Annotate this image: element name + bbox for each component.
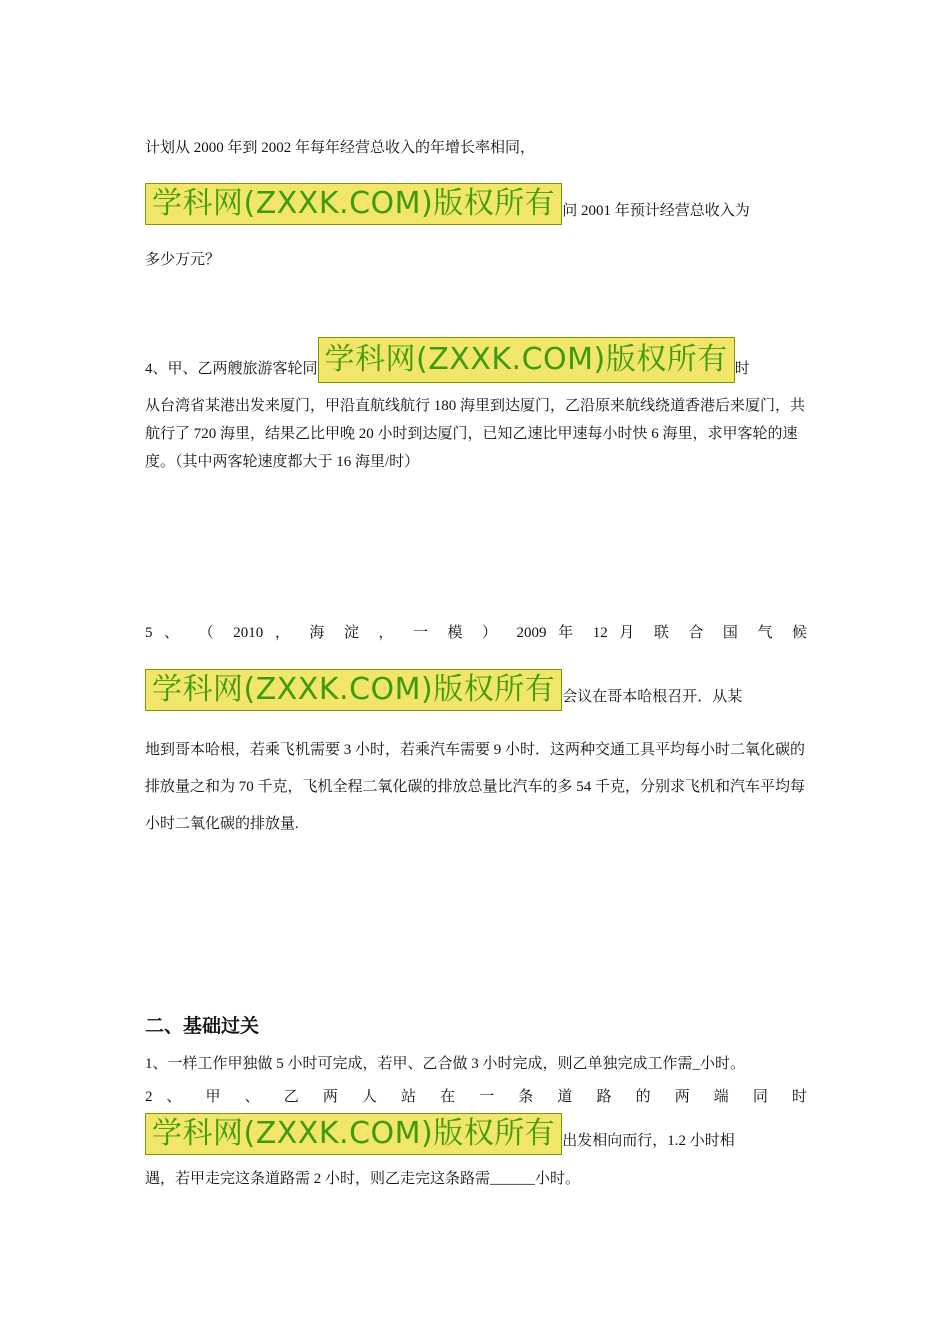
watermark-banner: 学科网(ZXXK.COM)版权所有 bbox=[145, 1113, 562, 1155]
section-heading: 二、基础过关 bbox=[145, 1015, 260, 1037]
q3-watermark-line bbox=[145, 183, 807, 225]
q4-first-line bbox=[145, 337, 807, 383]
watermark-banner: 学科网(ZXXK.COM)版权所有 bbox=[145, 183, 562, 225]
q4-suffix: 时 bbox=[734, 361, 750, 377]
q3-line-2: 问 2001 年预计经营总收入为 bbox=[562, 203, 750, 219]
q5-watermark-line bbox=[145, 669, 807, 711]
watermark-banner: 学科网(ZXXK.COM)版权所有 bbox=[145, 669, 562, 711]
q5-line-1: 5 、 （ 2010 ， 海 淀 ， 一 模 ） 2009 年 12 月 联 合 国 气 候 bbox=[145, 625, 807, 641]
s2-item-2-line-1: 2 、 甲 、 乙 两 人 站 在 一 条 道 路 的 两 端 同 时 bbox=[145, 1089, 807, 1105]
q4-prefix: 4、甲、乙两艘旅游客轮同 bbox=[145, 361, 318, 377]
q3-line-1: 计划从 2000 年到 2002 年每年经营总收入的年增长率相同， bbox=[145, 140, 536, 156]
q3-line-3: 多少万元？ bbox=[145, 252, 221, 268]
s2-item-2-line-2: 出发相向而行，1.2 小时相 bbox=[562, 1133, 735, 1149]
s2-item-2-watermark-line bbox=[145, 1113, 807, 1155]
q4-body: 从台湾省某港出发来厦门，甲沿直航线航行 180 海里到达厦门，乙沿原来航线绕道香港后来厦门，共航行了 720 海里，结果乙比甲晚 20 小时到达厦门，已知乙速比甲速每小时快 6 海里，求甲客轮的速度。（其中两客轮速度都大于 16 海里/时） bbox=[145, 398, 806, 470]
watermark-banner: 学科网(ZXXK.COM)版权所有 bbox=[318, 337, 735, 383]
q5-line-2: 会议在哥本哈根召开．从某 bbox=[562, 689, 743, 705]
q5-body: 地到哥本哈根，若乘飞机需要 3 小时，若乘汽车需要 9 小时．这两种交通工具平均每小时二氧化碳的排放量之和为 70 千克，飞机全程二氧化碳的排放总量比汽车的多 54 千克，分别求飞机和汽车平均每小时二氧化碳的排放量. bbox=[145, 742, 806, 832]
s2-item-1: 1、一样工作甲独做 5 小时可完成，若甲、乙合做 3 小时完成，则乙单独完成工作需_小时。 bbox=[145, 1056, 746, 1072]
s2-item-2-line-3: 遇，若甲走完这条道路需 2 小时，则乙走完这条路需______小时。 bbox=[145, 1171, 581, 1187]
